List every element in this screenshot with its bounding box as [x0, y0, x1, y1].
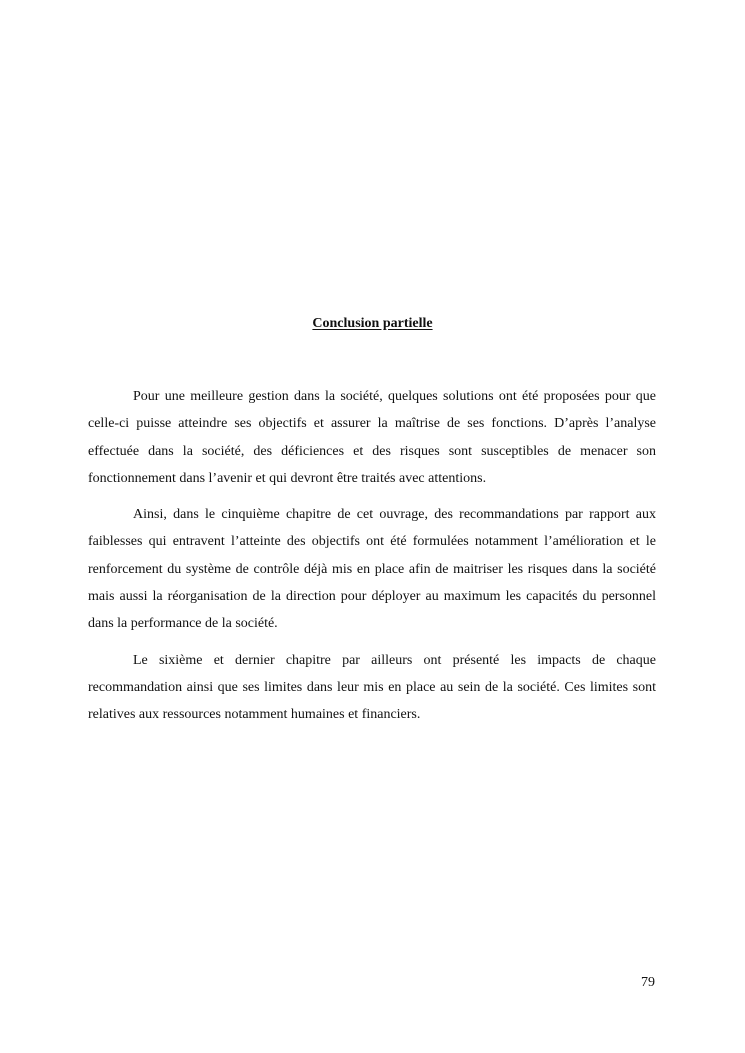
paragraph-3: Le sixième et dernier chapitre par ailleurs ont présenté les impacts de chaque recommandation ainsi que ses limites dans leur mis en place au sein de la société. Ces limites sont relatives aux ressources notamment humaines et financiers.: [88, 652, 656, 723]
section-title: Conclusion partielle: [312, 316, 433, 331]
page-number: 79: [641, 975, 655, 990]
paragraph-2: Ainsi, dans le cinquième chapitre de cet ouvrage, des recommandations par rapport aux faiblesses qui entravent l’atteinte des objectifs ont été formulées notamment l’amélioration et le renforcement du système de contrôle déjà mis en place afin de maitriser les risques dans la société mais aussi la réorganisation de la direction pour déployer au maximum les capacités du personnel dans la performance de la société.: [88, 507, 656, 632]
body-text: [88, 383, 656, 729]
paragraph-1: Pour une meilleure gestion dans la société, quelques solutions ont été proposées pour que celle-ci puisse atteindre ses objectifs et assurer la maîtrise de ses fonctions. D’après l’analyse effectuée dans la société, des déficiences et des risques sont susceptibles de menacer son fonctionnement dans l’avenir et qui devront être traités avec attentions.: [88, 389, 656, 486]
